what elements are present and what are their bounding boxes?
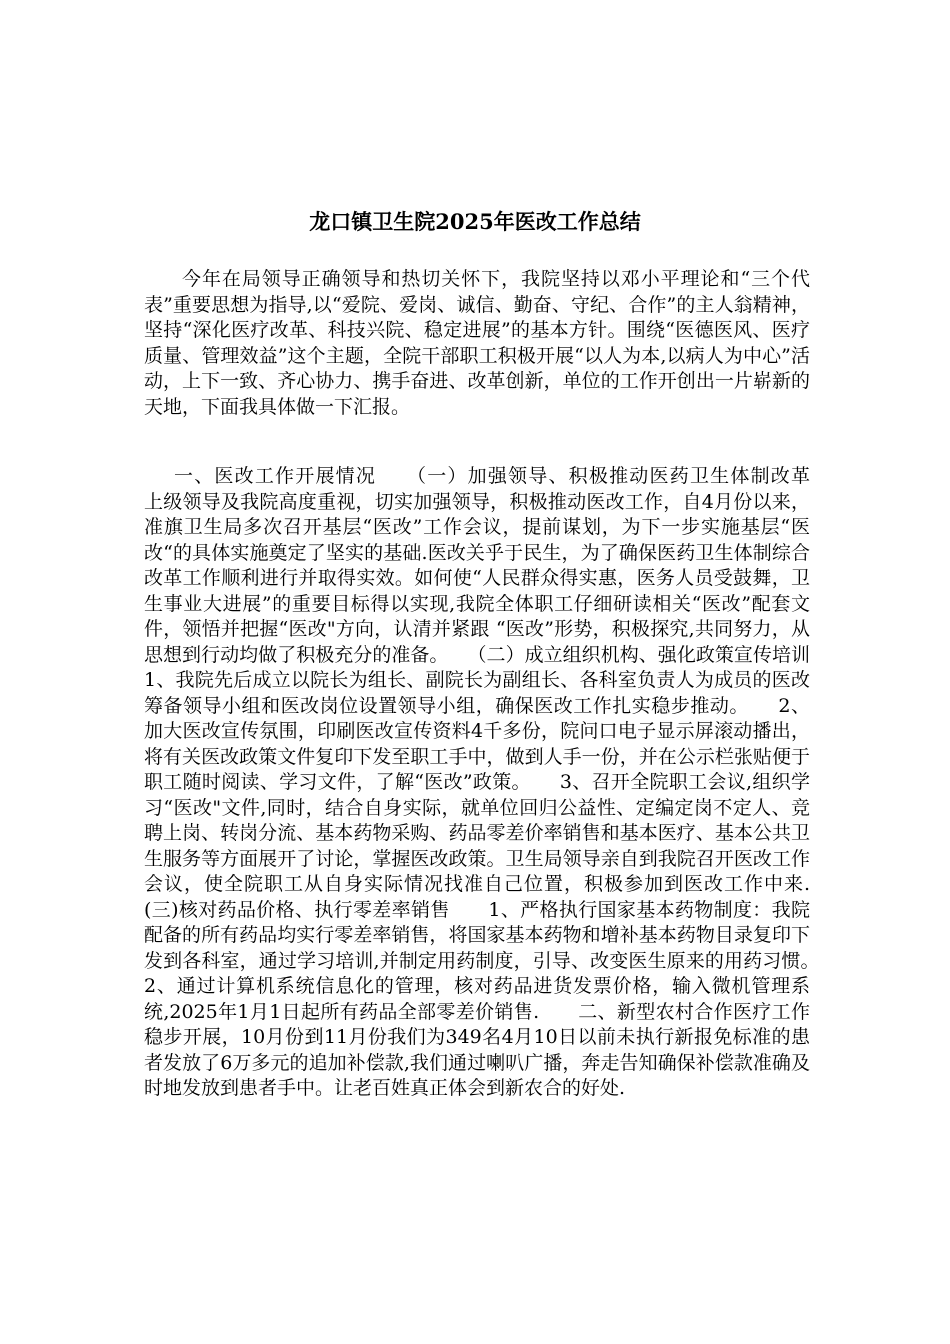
document-title: 龙口镇卫生院2025年医改工作总结 [309, 209, 641, 234]
intro-paragraph: 今年在局领导正确领导和热切关怀下，我院坚持以邓小平理论和“三个代表”重要思想为指导,以“爱院、爱岗、诚信、勤奋、守纪、合作”的主人翁精神，坚持“深化医疗改革、科技兴院、稳定进展”的基本方针。围绕“医德医风、医疗质量、管理效益”这个主题，全院干部职工积极开展“以人为本,以病人为中心”活动，上下一致、齐心协力、携手奋进、改革创新，单位的工作开创出一片崭新的天地，下面我具体做一下汇报。 [144, 268, 810, 418]
main-body-paragraph: 一、医改工作开展情况 （一）加强领导、积极推动医药卫生体制改革 上级领导及我院高度重视，切实加强领导，积极推动医改工作，自4月份以来，准旗卫生局多次召开基层“医改”工作会议，提前谋划，为下一步实施基层“医改“的具体实施奠定了坚实的基础.医改关乎于民生，为了确保医药卫生体制综合改革工作顺利进行并取得实效。如何使“人民群众得实惠，医务人员受鼓舞，卫生事业大进展”的重要目标得以实现,我院全体职工仔细研读相关“医改”配套文件，领悟并把握“医改"方向，认清并紧跟 “医改”形势，积极探究,共同努力，从思想到行动均做了积极充分的准备。 （二）成立组织机构、强化政策宣传培训 1、我院先后成立以院长为组长、副院长为副组长、各科室负责人为成员的医改筹备领导小组和医改岗位设置领导小组，确保医改工作扎实稳步推动。 2、加大医改宣传氛围，印刷医改宣传资料4千多份，院问口电子显示屏滚动播出，将有关医改政策文件复印下发至职工手中，做到人手一份，并在公示栏张贴便于职工随时阅读、学习文件，了解“医改”政策。 3、召开全院职工会议,组织学习“医改"文件,同时，结合自身实际，就单位回归公益性、定编定岗不定人、竞聘上岗、转岗分流、基本药物采购、药品零差价率销售和基本医疗、基本公共卫生服务等方面展开了讨论，掌握医改政策。卫生局领导亲自到我院召开医改工作会议，使全院职工从自身实际情况找准自己位置，积极参加到医改工作中来. (三)核对药品价格、执行零差率销售 1、严格执行国家基本药物制度：我院配备的所有药品均实行零差率销售，将国家基本药物和增补基本药物目录复印下发到各科室，通过学习培训,并制定用药制度，引导、改变医生原来的用药习惯。 2、通过计算机系统信息化的管理，核对药品进货发票价格，输入微机管理系统,2025年1月1日起所有药品全部零差价销售. 二、新型农村合作医疗工作稳步开展，10月份到11月份我们为349名4月10日以前未执行新报免标准的患者发放了6万多元的追加补偿款,我们通过喇叭广播，奔走告知确保补偿款准确及时地发放到患者手中。让老百姓真正体会到新农合的好处. [144, 465, 849, 1099]
